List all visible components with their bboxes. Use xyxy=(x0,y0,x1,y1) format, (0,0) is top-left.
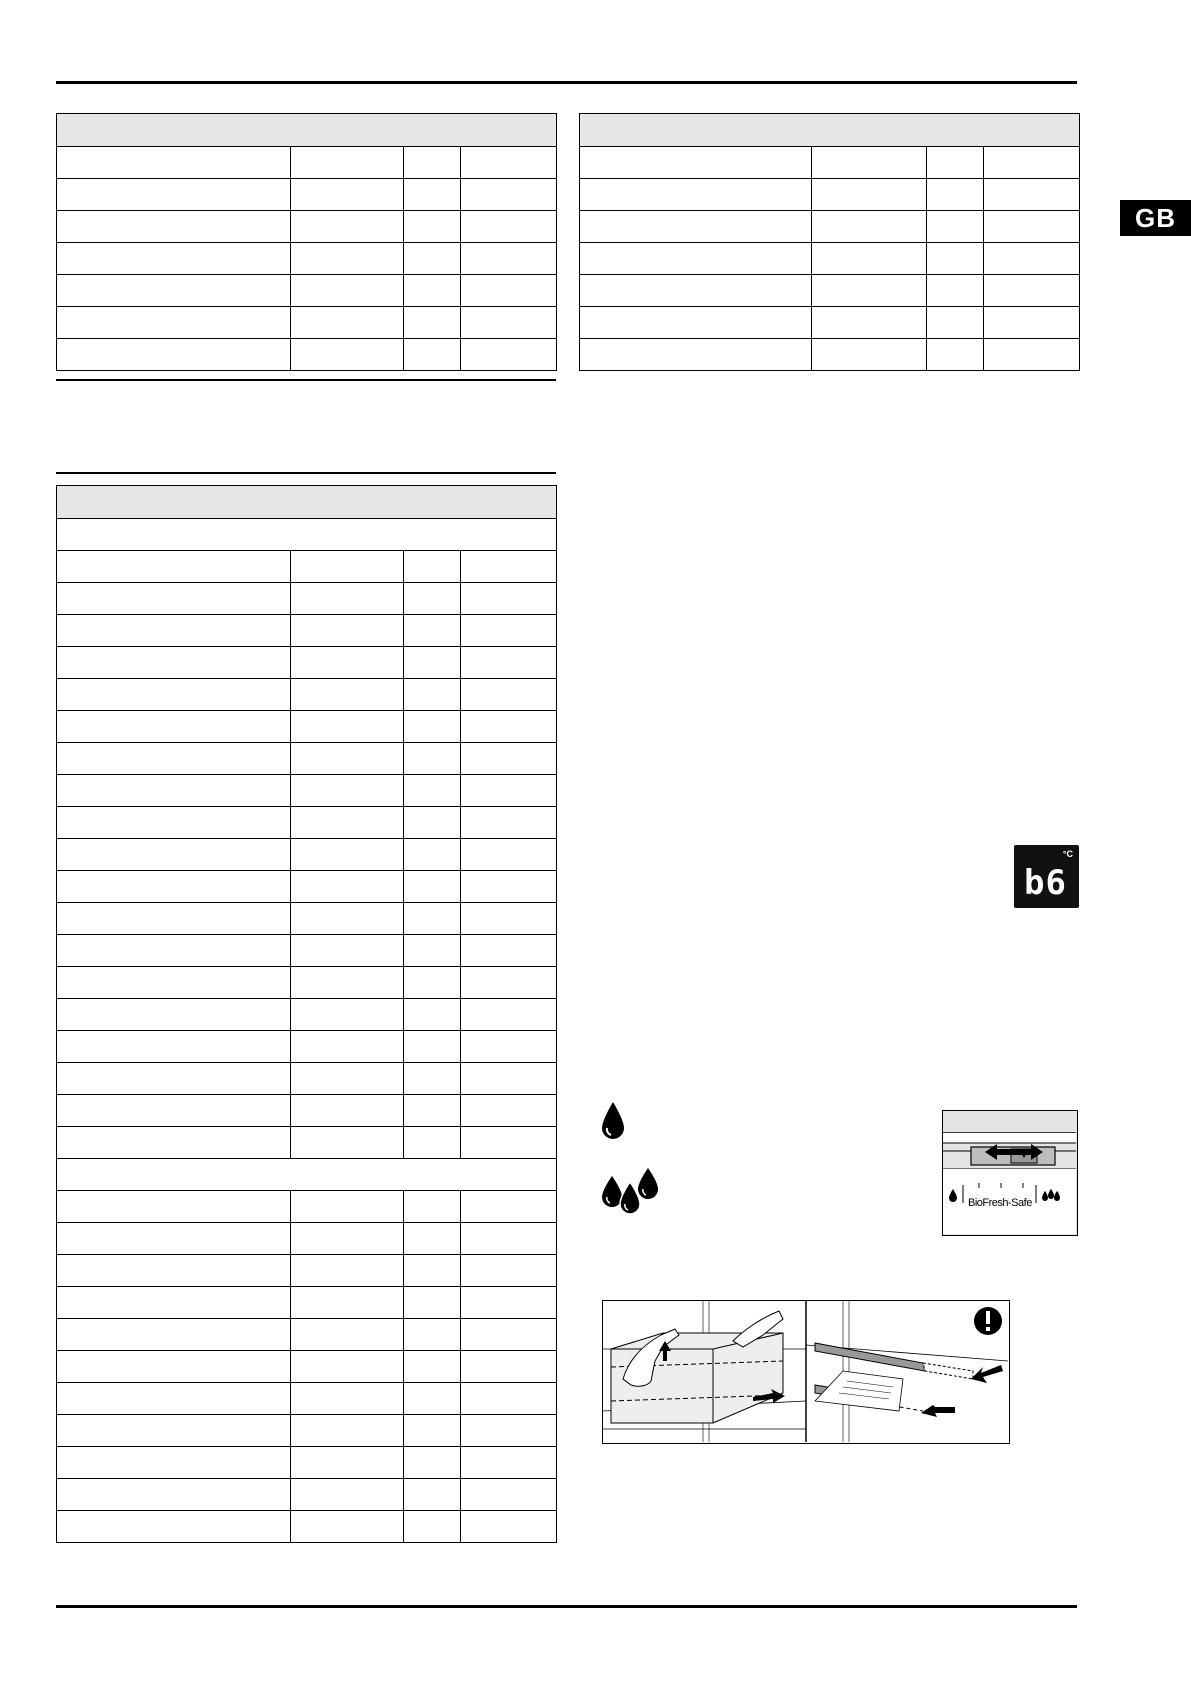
slider-illustration xyxy=(943,1111,1076,1234)
table-row xyxy=(580,307,1080,339)
table-row xyxy=(57,1447,557,1479)
table-top-left xyxy=(56,113,557,371)
exclamation-icon xyxy=(974,1307,1002,1335)
table-row xyxy=(57,147,557,179)
triple-water-drop-icon xyxy=(598,1166,664,1218)
table-row xyxy=(57,583,557,615)
table-row xyxy=(580,339,1080,371)
table-row xyxy=(57,871,557,903)
top-rule xyxy=(56,81,1077,84)
table-header-row xyxy=(57,486,557,519)
table-row xyxy=(580,275,1080,307)
table-top-right xyxy=(579,113,1080,371)
table-row xyxy=(57,1031,557,1063)
table-row xyxy=(57,967,557,999)
table-row xyxy=(57,1095,557,1127)
table-row xyxy=(57,1511,557,1543)
table-row xyxy=(57,1415,557,1447)
section-rule xyxy=(56,379,556,381)
table-row xyxy=(57,551,557,583)
table-row xyxy=(57,647,557,679)
display-unit: °C xyxy=(1062,849,1073,859)
table-row xyxy=(57,999,557,1031)
table-row xyxy=(57,711,557,743)
bottom-rule xyxy=(56,1605,1077,1608)
table-row xyxy=(580,179,1080,211)
table-row xyxy=(57,1191,557,1223)
table-row xyxy=(57,243,557,275)
table-row xyxy=(57,807,557,839)
table-row xyxy=(57,1287,557,1319)
table-row xyxy=(57,935,557,967)
table-row xyxy=(580,243,1080,275)
table-row xyxy=(57,1063,557,1095)
water-drop-icon xyxy=(598,1100,628,1142)
table-row xyxy=(57,275,557,307)
table-row xyxy=(57,615,557,647)
table-row xyxy=(57,743,557,775)
table-row xyxy=(57,1127,557,1159)
drawer-removal-illustration xyxy=(602,1300,1010,1444)
temperature-display xyxy=(1014,845,1079,908)
table-row xyxy=(57,1351,557,1383)
table-row xyxy=(57,775,557,807)
language-code: GB xyxy=(1135,202,1176,233)
table-row xyxy=(57,839,557,871)
table-row xyxy=(57,1319,557,1351)
table-subheader-row xyxy=(57,519,557,551)
table-header-row xyxy=(57,114,557,147)
humidity-slider-panel xyxy=(942,1110,1078,1236)
table-row xyxy=(57,1383,557,1415)
display-value: b6 xyxy=(1024,863,1067,903)
biofresh-safe-label: BioFresh-Safe xyxy=(968,1197,1032,1209)
drawer-diagram xyxy=(603,1301,1008,1442)
language-badge xyxy=(1120,200,1191,236)
table-row xyxy=(57,179,557,211)
table-row xyxy=(57,903,557,935)
table-row xyxy=(580,211,1080,243)
table-subheader-row xyxy=(57,1159,557,1191)
table-row xyxy=(57,339,557,371)
table-row xyxy=(57,679,557,711)
table-row xyxy=(57,1479,557,1511)
section-rule xyxy=(56,472,556,474)
table-row xyxy=(57,307,557,339)
table-row xyxy=(57,1255,557,1287)
table-header-row xyxy=(580,114,1080,147)
table-row xyxy=(580,147,1080,179)
table-main xyxy=(56,485,557,1543)
table-row xyxy=(57,211,557,243)
table-row xyxy=(57,1223,557,1255)
